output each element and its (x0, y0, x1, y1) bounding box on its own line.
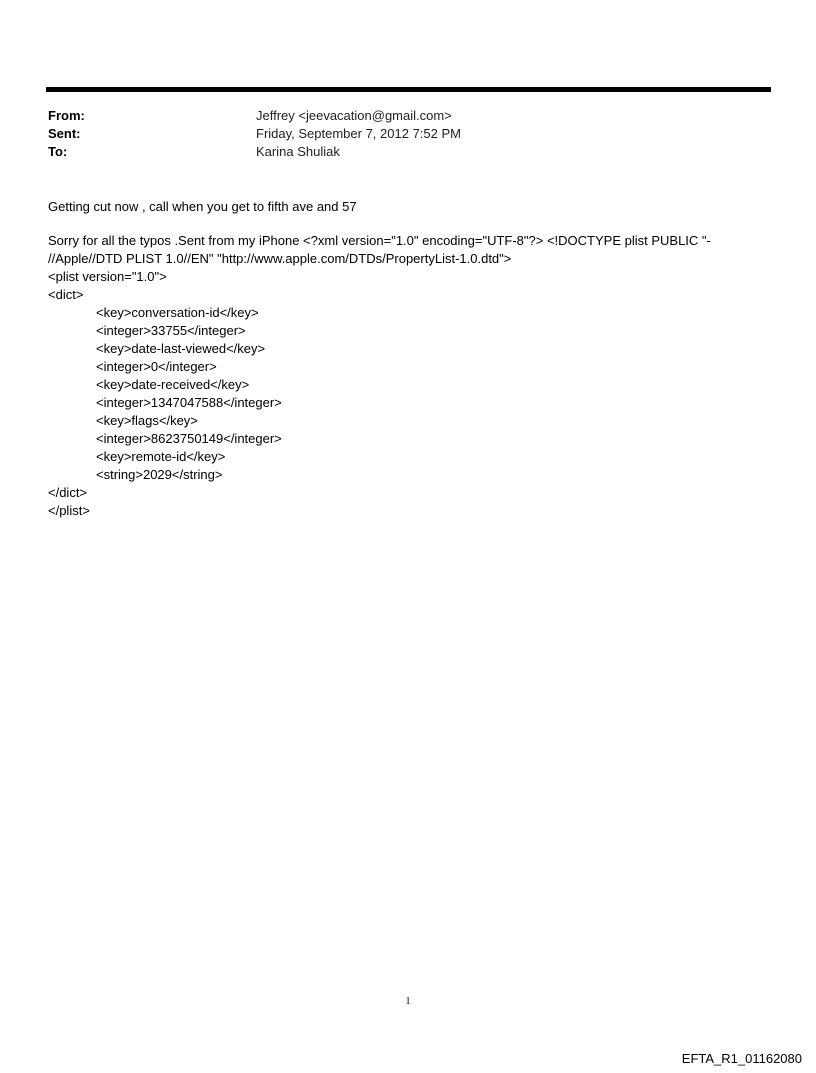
signature-line-2: //Apple//DTD PLIST 1.0//EN" "http://www.apple.com/DTDs/PropertyList-1.0.dtd"> (48, 251, 512, 266)
dict-line: <key>remote-id</key> (96, 449, 226, 464)
sent-row (48, 125, 748, 143)
header-divider (46, 87, 771, 92)
to-row (48, 143, 748, 161)
dict-line: <key>conversation-id</key> (96, 305, 259, 320)
dict-open: <dict> (48, 287, 84, 302)
plist-open: <plist version="1.0"> (48, 269, 167, 284)
dict-line: <integer>33755</integer> (96, 323, 246, 338)
dict-line: <integer>0</integer> (96, 359, 217, 374)
from-value: Jeffrey <jeevacation@gmail.com> (256, 108, 452, 123)
dict-line: <key>flags</key> (96, 413, 198, 428)
dict-close: </dict> (48, 485, 88, 500)
from-label: From: (48, 108, 85, 123)
sent-label: Sent: (48, 126, 81, 141)
email-body (48, 198, 748, 520)
dict-line: <integer>8623750149</integer> (96, 431, 282, 446)
from-row (48, 107, 748, 125)
document-id: EFTA_R1_01162080 (681, 1051, 802, 1066)
message-text: Getting cut now , call when you get to fifth ave and 57 (48, 199, 357, 214)
sent-value: Friday, September 7, 2012 7:52 PM (256, 126, 461, 141)
paragraph-gap (48, 216, 748, 232)
to-value: Karina Shuliak (256, 144, 340, 159)
dict-line: <key>date-last-viewed</key> (96, 341, 266, 356)
signature-line-1: Sorry for all the typos .Sent from my iPhone <?xml version="1.0" encoding="UTF-8"?> <!DOCTYPE plist PUBLIC "- (48, 233, 711, 248)
page-number: 1 (405, 996, 411, 1007)
dict-line: <integer>1347047588</integer> (96, 395, 282, 410)
email-header (48, 107, 748, 161)
dict-line: <key>date-received</key> (96, 377, 250, 392)
to-label: To: (48, 144, 68, 159)
dict-line: <string>2029</string> (96, 467, 223, 482)
plist-close: </plist> (48, 503, 90, 518)
